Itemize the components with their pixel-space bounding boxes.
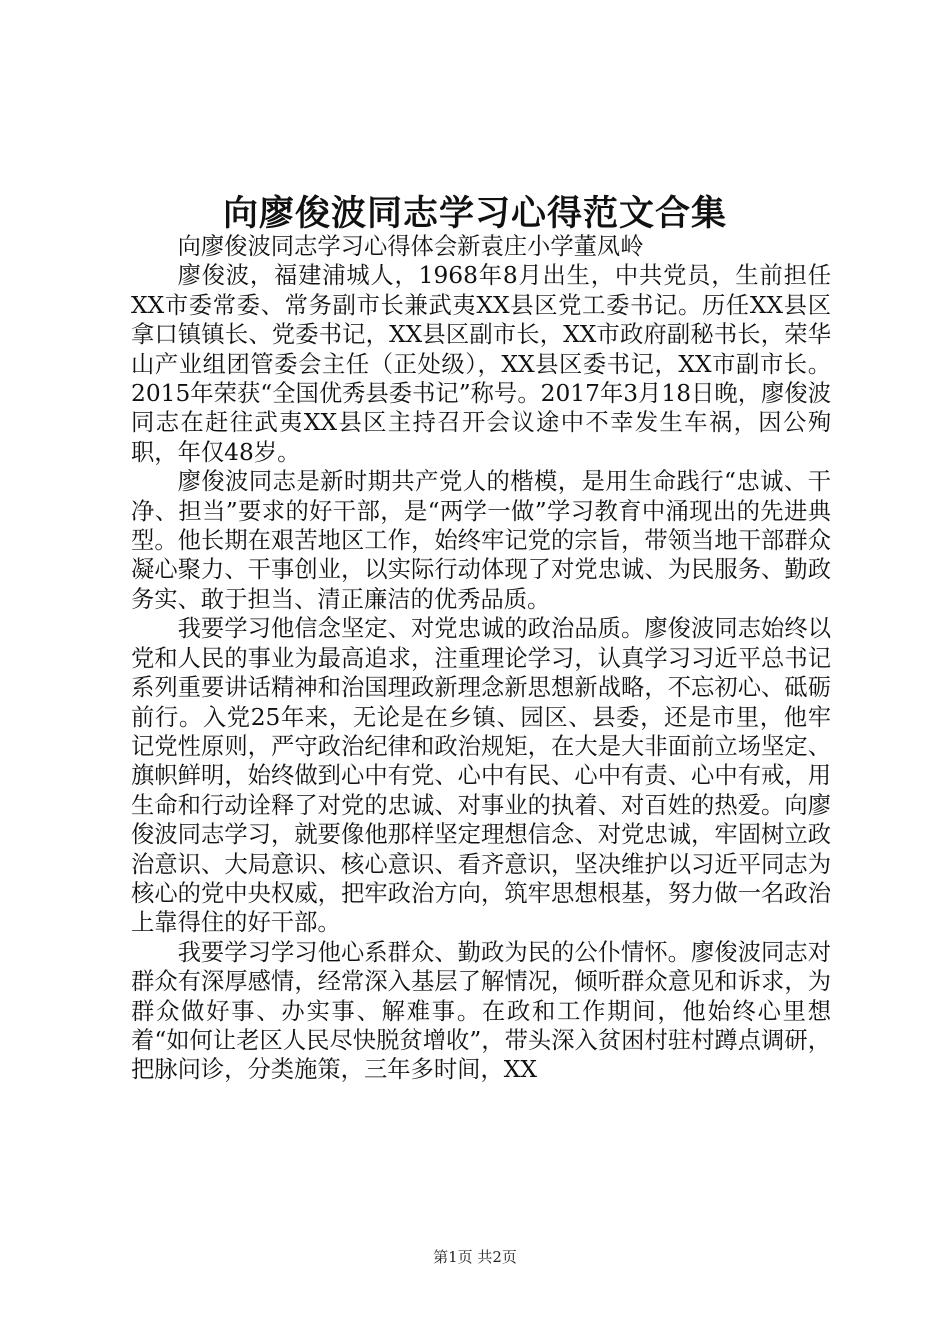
paragraph: 我要学习学习他心系群众、勤政为民的公仆情怀。廖俊波同志对群众有深厚感情，经常深入基层了解情况，倾听群众意见和诉求，为群众做好事、办实事、解难事。在政和工作期间，他始终心里想着“如何让老区人民尽快脱贫增收”，带头深入贫困村驻村蹲点调研，把脉问诊，分类施策，三年多时间，XX	[131, 938, 831, 1084]
paragraph: 廖俊波同志是新时期共产党人的楷模，是用生命践行“忠诚、干净、担当”要求的好干部，是“两学一做”学习教育中涌现出的先进典型。他长期在艰苦地区工作，始终牢记党的宗旨，带领当地干部群众凝心聚力、干事创业，以实际行动体现了对党忠诚、为民服务、勤政务实、敢于担当、清正廉洁的优秀品质。	[131, 468, 831, 613]
paragraph: 廖俊波，福建浦城人，1968年8月出生，中共党员，生前担任XX市委常委、常务副市长兼武夷XX县区党工委书记。历任XX县区拿口镇镇长、党委书记，XX县区副市长，XX市政府副秘书长，荣华山产业组团管委会主任（正处级），XX县区委书记，XX市副市长。2015年荣获“全国优秀县委书记”称号。2017年3月18日晚，廖俊波同志在赶往武夷XX县区主持召开会议途中不幸发生车祸，因公殉职，年仅48岁。	[131, 262, 831, 466]
paragraph-subtitle: 向廖俊波同志学习心得体会新袁庄小学董凤岭	[177, 233, 644, 260]
document-title: 向廖俊波同志学习心得范文合集	[222, 193, 727, 234]
page-footer: 第1页 共2页	[433, 1248, 517, 1266]
paragraph: 我要学习他信念坚定、对党忠诚的政治品质。廖俊波同志始终以党和人民的事业为最高追求，注重理论学习，认真学习习近平总书记系列重要讲话精神和治国理政新理念新思想新战略，不忘初心、砥砺前行。入党25年来，无论是在乡镇、园区、县委，还是市里，他牢记党性原则，严守政治纪律和政治规矩，在大是大非面前立场坚定、旗帜鲜明，始终做到心中有党、心中有民、心中有责、心中有戒，用生命和行动诠释了对党的忠诚、对事业的执着、对百姓的热爱。向廖俊波同志学习，就要像他那样坚定理想信念、对党忠诚，牢固树立政治意识、大局意识、核心意识、看齐意识，坚决维护以习近平同志为核心的党中央权威，把牢政治方向，筑牢思想根基，努力做一名政治上靠得住的好干部。	[131, 615, 831, 937]
document-body	[131, 232, 831, 1085]
